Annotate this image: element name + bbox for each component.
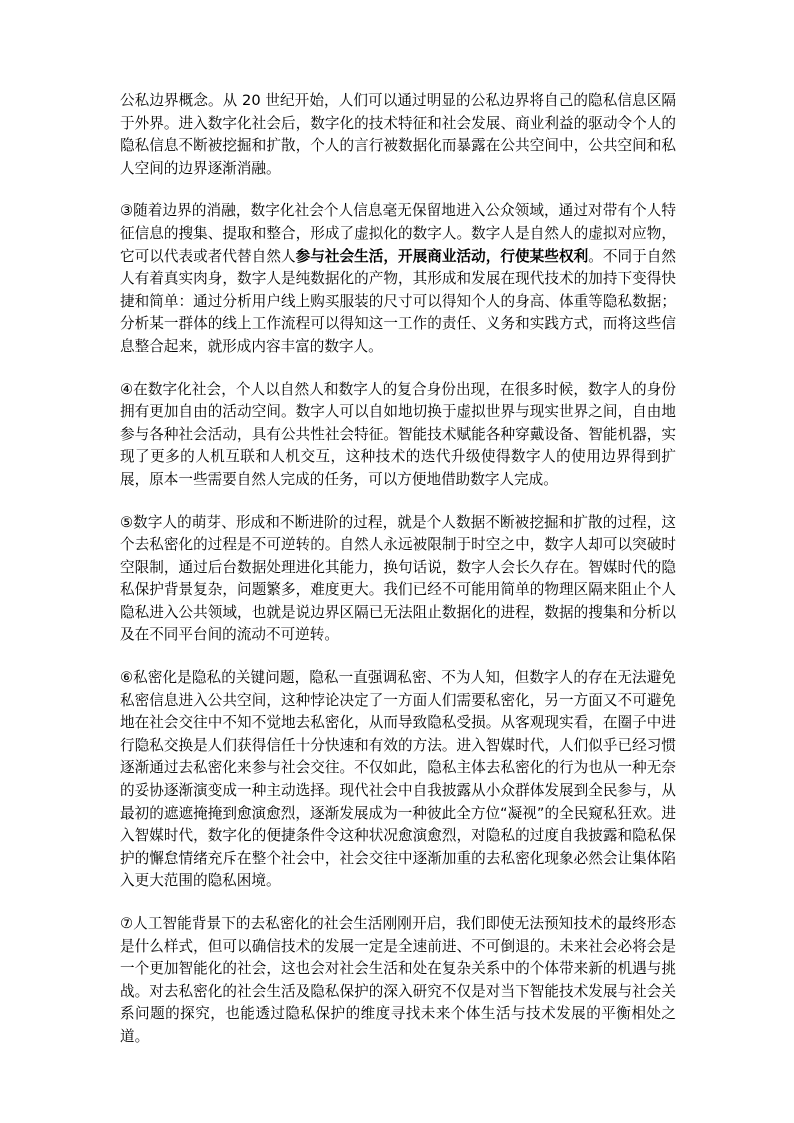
paragraph-3	[120, 200, 676, 358]
paragraph-1-text: 公私边界概念。从 20 世纪开始，人们可以通过明显的公私边界将自己的隐私信息区隔于外界。进入数字化社会后，数字化的技术特征和社会发展、商业利益的驱动令个人的隐私信息不断被挖掘和扩散，个人的言行被数据化而暴露在公共空间中，公共空间和私人空间的边界逐渐消融。	[120, 92, 676, 177]
paragraph-6-text: ⑥私密化是隐私的关键问题，隐私一直强调私密、不为人知，但数字人的存在无法避免私密信息进入公共空间，这种悖论决定了一方面人们需要私密化，另一方面又不可避免地在社会交往中不知不觉地去私密化，从而导致隐私受损。从客观现实看，在圈子中进行隐私交换是人们获得信任十分快速和有效的方法。进入智媒时代，人们似乎已经习惯逐渐通过去私密化来参与社会交往。不仅如此，隐私主体去私密化的行为也从一种无奈的妥协逐渐演变成一种主动选择。现代社会中自我披露从小众群体发展到全民参与，从最初的遮遮掩掩到愈演愈烈，逐渐发展成为一种彼此全方位“凝视”的全民窥私狂欢。进入智媒时代，数字化的便捷条件令这种状况愈演愈烈，对隐私的过度自我披露和隐私保护的懈怠情绪充斥在整个社会中，社会交往中逐渐加重的去私密化现象必然会让集体陷入更大范围的隐私困境。	[120, 669, 676, 890]
paragraph-7-text: ⑦人工智能背景下的去私密化的社会生活刚刚开启，我们即使无法预知技术的最终形态是什么样式，但可以确信技术的发展一定是全速前进、不可倒退的。未来社会必将会是一个更加智能化的社会，这也会对社会生活和处在复杂关系中的个体带来新的机遇与挑战。对去私密化的社会生活及隐私保护的深入研究不仅是对当下智能技术发展与社会关系问题的探究，也能透过隐私保护的维度寻找未来个体生活与技术发展的平衡相处之道。	[120, 915, 676, 1045]
paragraph-7	[120, 913, 676, 1049]
paragraph-1	[120, 90, 676, 180]
paragraph-5	[120, 512, 676, 648]
paragraph-4-text: ④在数字化社会，个人以自然人和数字人的复合身份出现，在很多时候，数字人的身份拥有更加自由的活动空间。数字人可以自如地切换于虚拟世界与现实世界之间，自由地参与各种社会活动，具有公共性社会特征。智能技术赋能各种穿戴设备、智能机器，实现了更多的人机互联和人机交互，这种技术的迭代升级使得数字人的使用边界得到扩展，原本一些需要自然人完成的任务，可以方便地借助数字人完成。	[120, 380, 676, 488]
paragraph-5-text: ⑤数字人的萌芽、形成和不断进阶的过程，就是个人数据不断被挖掘和扩散的过程，这个去私密化的过程是不可逆转的。自然人永远被限制于时空之中，数字人却可以突破时空限制，通过后台数据处理进化其能力，换句话说，数字人会长久存在。智媒时代的隐私保护背景复杂，问题繁多，难度更大。我们已经不可能用简单的物理区隔来阻止个人隐私进入公共领域，也就是说边界区隔已无法阻止数据化的进程，数据的搜集和分析以及在不同平台间的流动不可逆转。	[120, 513, 676, 644]
paragraph-3-bold-text: 参与社会生活，开展商业活动，行使某些权利	[295, 247, 589, 265]
document-page	[120, 90, 676, 1069]
paragraph-3-text-b: 。不同于自然人有着真实肉身，数字人是纯数据化的产物，其形成和发展在现代技术的加持下变得快捷和简单：通过分析用户线上购买服装的尺寸可以得知个人的身高、体重等隐私数据；分析某一群体的线上工作流程可以得知这一工作的责任、义务和实践方式，而将这些信息整合起来，就形成内容丰富的数字人。	[120, 247, 676, 355]
paragraph-6	[120, 667, 676, 893]
paragraph-4	[120, 379, 676, 492]
paragraph-3-text-a: ③随着边界的消融，数字化社会个人信息毫无保留地进入公众领域，通过对带有个人特征信息的搜集、提取和整合，形成了虚拟化的数字人。数字人是自然人的虚拟对应物，它可以代表或者代替自然人	[120, 202, 676, 265]
